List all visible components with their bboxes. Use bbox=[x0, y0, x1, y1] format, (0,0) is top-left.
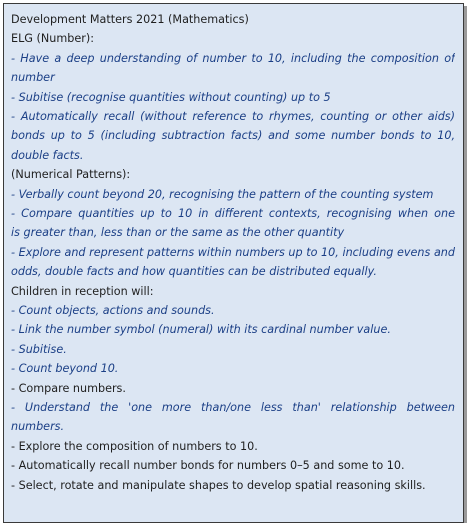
document-line: number bbox=[11, 71, 55, 85]
document-line: bonds up to 5 (including subtraction facts) and some number bonds to 10, bbox=[11, 129, 455, 143]
section-heading: (Numerical Patterns): bbox=[11, 168, 131, 182]
document-line: is greater than, less than or the same as the other quantity bbox=[11, 226, 345, 240]
document-line: numbers. bbox=[11, 420, 65, 434]
document-line: - Subitise. bbox=[11, 342, 67, 356]
document-line: - Automatically recall number bonds for numbers 0–5 and some to 10. bbox=[11, 459, 405, 473]
document-line: - Count objects, actions and sounds. bbox=[11, 304, 215, 318]
document-lines bbox=[11, 29, 455, 495]
document-line: - Compare quantities up to 10 in different contexts, recognising when one bbox=[11, 207, 455, 221]
document-line: double facts. bbox=[11, 148, 84, 162]
document-line: odds, double facts and how quantities can be distributed equally. bbox=[11, 265, 377, 279]
document-line: - Count beyond 10. bbox=[11, 362, 119, 376]
document-line: - Automatically recall (without reference to rhymes, counting or other aids) bbox=[11, 110, 455, 124]
document-line: - Link the number symbol (numeral) with its cardinal number value. bbox=[11, 323, 391, 337]
document-line: - Have a deep understanding of number to 10, including the composition of bbox=[11, 51, 455, 65]
section-heading: ELG (Number): bbox=[11, 32, 94, 46]
document-line: - Select, rotate and manipulate shapes to develop spatial reasoning skills. bbox=[11, 478, 426, 492]
document-line: - Explore and represent patterns within numbers up to 10, including evens and bbox=[11, 245, 455, 259]
document-line: - Compare numbers. bbox=[11, 381, 126, 395]
document-line: - Subitise (recognise quantities without counting) up to 5 bbox=[11, 90, 331, 104]
section-heading: Children in reception will: bbox=[11, 284, 154, 298]
document-line: - Explore the composition of numbers to 10. bbox=[11, 439, 258, 453]
document-line: - Verbally count beyond 20, recognising the pattern of the counting system bbox=[11, 187, 434, 201]
document-line: - Understand the 'one more than/one less than' relationship between bbox=[11, 401, 455, 415]
document-title: Development Matters 2021 (Mathematics) bbox=[11, 13, 249, 26]
document-box bbox=[3, 3, 464, 523]
